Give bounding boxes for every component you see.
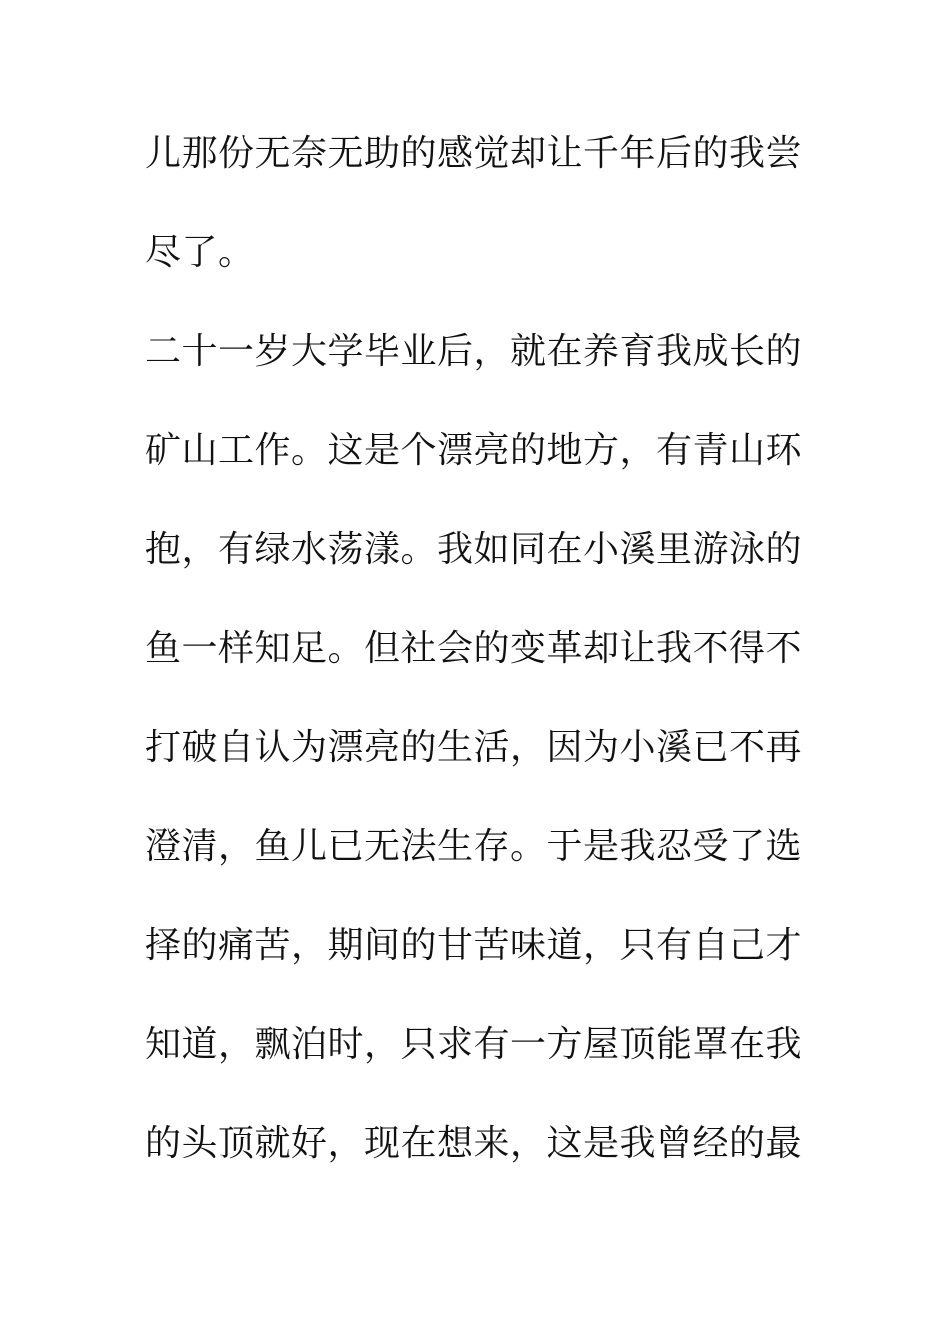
text-line: 的头顶就好，现在想来，这是我曾经的最 xyxy=(145,1123,803,1164)
body-text xyxy=(145,125,810,1214)
text-line: 知道，飘泊时，只求有一方屋顶能罩在我 xyxy=(145,1024,803,1065)
text-line: 矿山工作。这是个漂亮的地方，有青山环 xyxy=(145,430,803,471)
text-line: 儿那份无奈无助的感觉却让千年后的我尝 xyxy=(145,133,803,174)
text-line: 打破自认为漂亮的生活，因为小溪已不再 xyxy=(145,727,803,768)
text-line: 抱，有绿水荡漾。我如同在小溪里游泳的 xyxy=(145,529,803,570)
text-line: 择的痛苦，期间的甘苦味道，只有自己才 xyxy=(145,925,803,966)
text-line: 尽了。 xyxy=(145,232,255,273)
text-line: 澄清，鱼儿已无法生存。于是我忍受了选 xyxy=(145,826,803,867)
text-line: 鱼一样知足。但社会的变革却让我不得不 xyxy=(145,628,803,669)
text-line: 二十一岁大学毕业后，就在养育我成长的 xyxy=(145,331,803,372)
